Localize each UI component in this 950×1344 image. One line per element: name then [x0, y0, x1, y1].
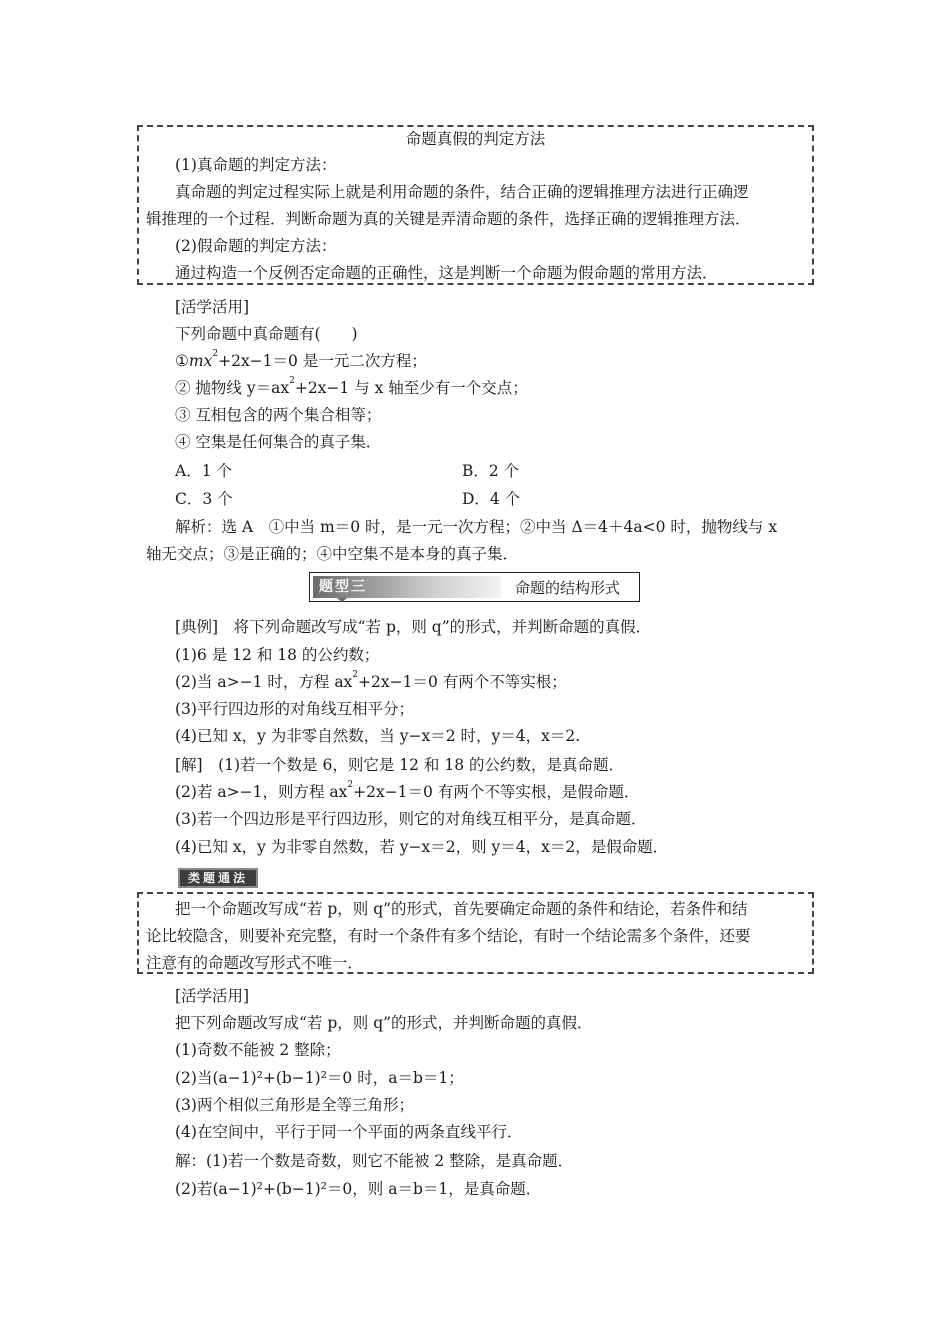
method-line: 真命题的判定过程实际上就是利用命题的条件，结合正确的逻辑推理方法进行正确逻 — [175, 183, 749, 201]
solution-line: (4)已知 x，y 为非零自然数，若 y−x＝2，则 y＝4，x＝2，是假命题． — [175, 838, 669, 856]
summary-line: 把一个命题改写成“若 p，则 q”的形式，首先要确定命题的条件和结论，若条件和结 — [175, 900, 748, 918]
analysis-line: 解析：选 A ①中当 m＝0 时，是一元一次方程；②中当 Δ＝4＋4a<0 时，抛物线与 x — [175, 518, 778, 536]
example-question: (4)已知 x，y 为非零自然数，当 y−x＝2 时，y＝4，x＝2. — [175, 727, 581, 745]
example-question: (1)6 是 12 和 18 的公约数； — [175, 646, 380, 664]
option-c: C．3 个 — [175, 490, 233, 508]
summary-line: 论比较隐含，则要补充完整，有时一个条件有多个结论，有时一个结论需多个条件，还要 — [146, 927, 751, 945]
option-b: B．2 个 — [462, 462, 520, 480]
practice-intro: 把下列命题改写成“若 p，则 q”的形式，并判断命题的真假． — [175, 1014, 593, 1032]
solution-line: (2)若 a>−1，则方程 $ax^2+2x-1=0$ 有两个不等实根，是假命题． — [175, 780, 640, 801]
method-box-title: 命题真假的判定方法 — [405, 130, 546, 148]
practice-header: [活学活用] — [175, 298, 250, 316]
option-d: D．4 个 — [462, 490, 521, 508]
summary-line: 注意有的命题改写形式不唯一． — [146, 954, 364, 972]
section-banner — [309, 572, 640, 602]
example-question: (3)平行四边形的对角线互相平分； — [175, 700, 414, 718]
method-badge: 类题通法 — [178, 868, 258, 888]
practice-question: (2)当(a−1)²+(b−1)²＝0 时，a＝b＝1； — [175, 1069, 464, 1087]
method-line: 辑推理的一个过程．判断命题为真的关键是弄清命题的条件，选择正确的逻辑推理方法． — [146, 210, 751, 228]
practice-question: (1)奇数不能被 2 整除； — [175, 1041, 341, 1059]
solution-line: (3)若一个四边形是平行四边形，则它的对角线互相平分，是真命题． — [175, 810, 647, 828]
analysis-line: 轴无交点；③是正确的；④中空集不是本身的真子集． — [146, 545, 519, 563]
statement-2: ② 抛物线 $y=ax^2+2x-1$ 与 x 轴至少有一个交点； — [175, 376, 528, 397]
statement-3: ③ 互相包含的两个集合相等； — [175, 406, 382, 424]
method-line: 通过构造一个反例否定命题的正确性，这是判断一个命题为假命题的常用方法． — [175, 264, 718, 282]
section-title: 命题的结构形式 — [515, 579, 621, 597]
practice-solution: 解：(1)若一个数是奇数，则它不能被 2 整除，是真命题． — [175, 1152, 574, 1170]
question-stem: 下列命题中真命题有( ) — [175, 325, 358, 343]
practice-solution: (2)若(a−1)²+(b−1)²＝0，则 a＝b＝1，是真命题． — [175, 1180, 542, 1198]
method-line: (2)假命题的判定方法： — [175, 237, 337, 255]
statement-1: $①mx^2+2x-1=0$ 是一元二次方程； — [175, 349, 427, 370]
option-a: A．1 个 — [175, 462, 232, 480]
practice-question: (4)在空间中，平行于同一个平面的两条直线平行． — [175, 1123, 523, 1141]
practice-header: [活学活用] — [175, 987, 250, 1005]
example-intro: [典例] 将下列命题改写成“若 p，则 q”的形式，并判断命题的真假． — [175, 618, 652, 636]
solution-line: [解] (1)若一个数是 6，则它是 12 和 18 的公约数，是真命题． — [175, 756, 624, 774]
statement-4: ④ 空集是任何集合的真子集． — [175, 433, 382, 451]
method-line: (1)真命题的判定方法： — [175, 156, 337, 174]
example-question: (2)当 a>−1 时，方程 $ax^2+2x-1=0$ 有两个不等实根； — [175, 670, 567, 691]
practice-question: (3)两个相似三角形是全等三角形； — [175, 1096, 414, 1114]
section-tag: 题型三 — [313, 576, 501, 598]
